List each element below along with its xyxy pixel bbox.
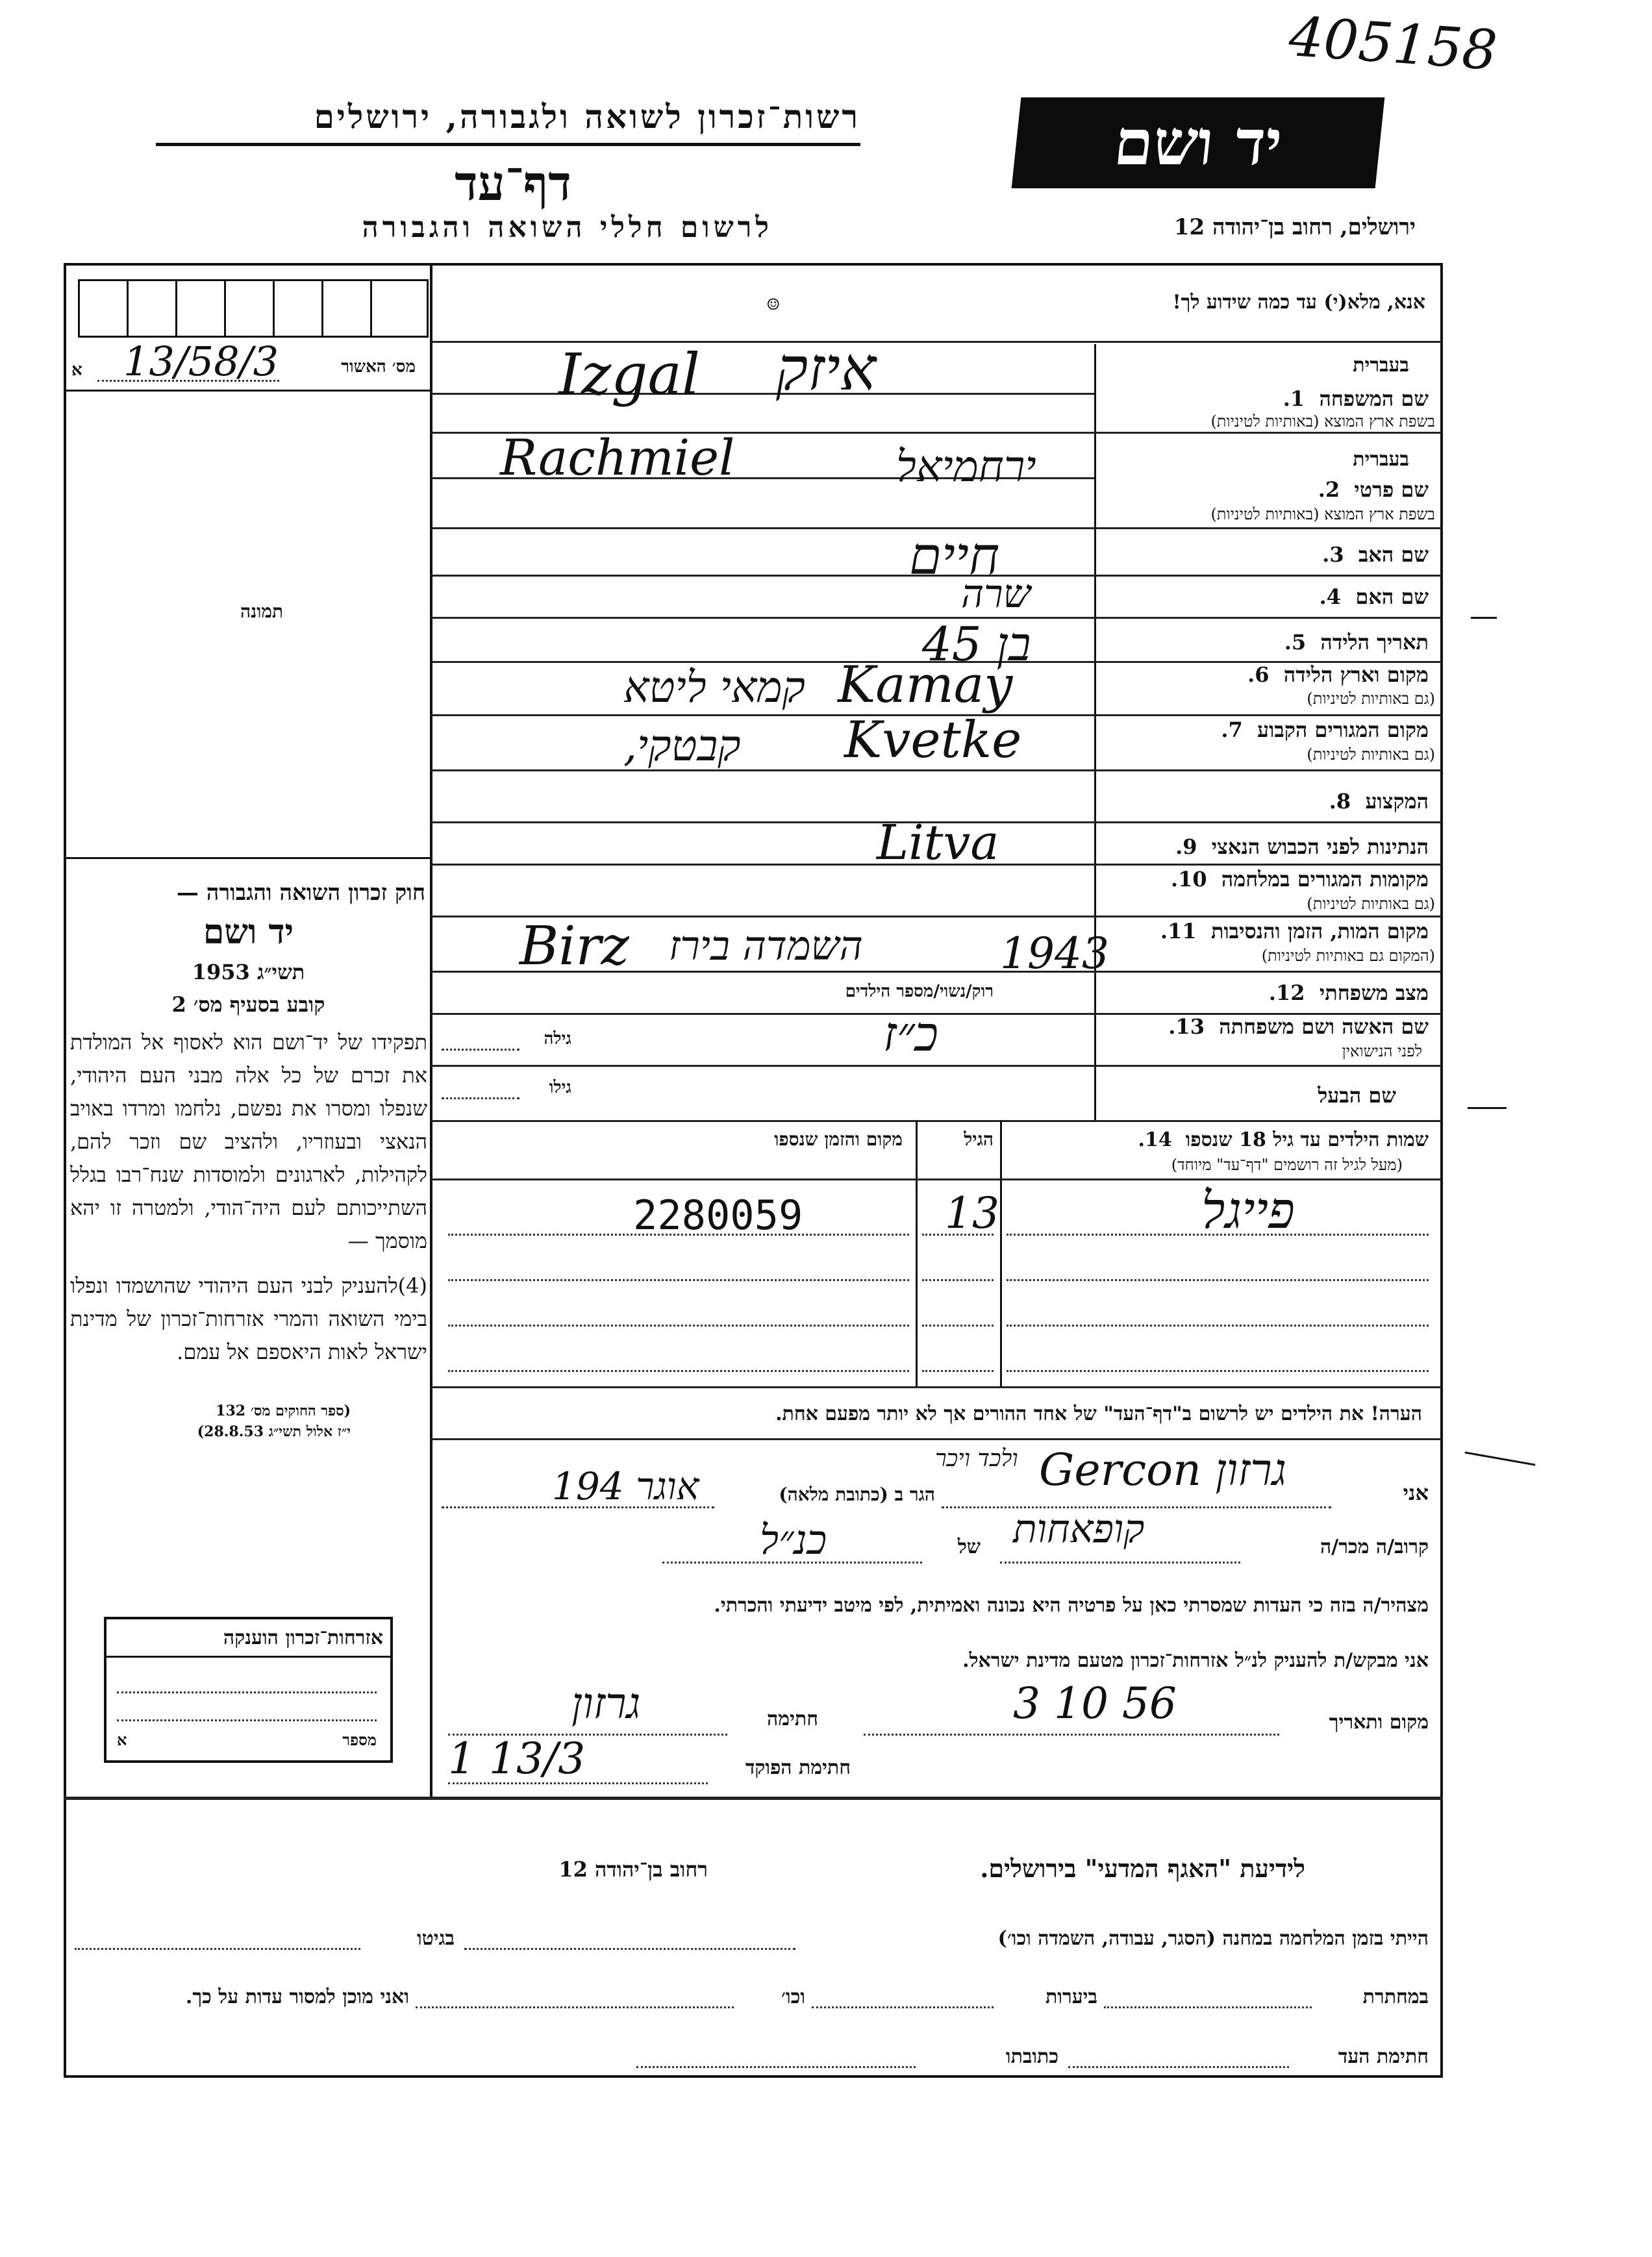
field-1-num: 1. [1283, 386, 1305, 411]
declaration-relative-label: קרוב/ה מכר/ה [1320, 1536, 1429, 1558]
law-ref-2: י״ז אלול תשי״ג 28.8.53) [197, 1423, 351, 1440]
footer-line1-b: בגיטו [416, 1927, 455, 1950]
declaration-i-label: אני [1403, 1480, 1429, 1505]
field-7-label: מקום המגורים הקבוע [1257, 717, 1429, 742]
field-husband-label: שם הבעל [1318, 1083, 1396, 1108]
field-6-value-he: קמאי ליטא [623, 662, 805, 712]
law-year: תשי״ג 1953 [192, 960, 305, 984]
field-11-value-lat: Birz [519, 916, 629, 977]
field-2-hebrew-tag: בעברית [1353, 448, 1409, 471]
form-title: דף־עד [455, 156, 571, 212]
field-13-sub: לפני הנישואין [1342, 1042, 1422, 1060]
field-1-value-lat: Izgal [558, 341, 701, 408]
children-age-header: הגיל [964, 1128, 994, 1150]
law-title: חוק זכרון השואה והגבורה — [176, 880, 425, 906]
field-husband-age-label: גילו [549, 1078, 571, 1097]
field-1-sub: בשפת ארץ המוצא (באותיות לטיניות) [1210, 412, 1435, 430]
field-12-label: מצב משפחתי [1319, 980, 1429, 1005]
field-5-label: תאריך הלידה [1320, 630, 1429, 655]
footer-line2-a: במחתרת [1362, 1986, 1429, 2008]
footer-line2-b: ביערות [1045, 1986, 1097, 2008]
field-2-value-he: ירחמיאל [896, 442, 1036, 492]
field-6-value-lat: Kamay [838, 656, 1013, 714]
field-10-sub: (גם באותיות לטיניות) [1307, 895, 1435, 913]
archive-number: 405158 [1286, 4, 1499, 83]
field-9-value: Litva [877, 815, 999, 871]
declaration-of: כנ״ל [760, 1516, 827, 1564]
field-8-num: 8. [1329, 789, 1351, 814]
citizenship-title: אזרחות־זכרון הוענקה [223, 1627, 383, 1649]
field-7-num: 7. [1221, 717, 1243, 742]
field-6-num: 6. [1247, 662, 1270, 687]
children-label: שמות הילדים עד גיל 18 שנספו [1185, 1128, 1429, 1151]
field-4-label: שם האם [1355, 584, 1429, 609]
citizenship-number-label: מספר [342, 1730, 377, 1749]
authority-title: רשות־זכרון לשואה ולגבורה, ירושלים [314, 97, 860, 136]
field-13-num: 13. [1168, 1014, 1205, 1039]
children-num: 14. [1138, 1128, 1172, 1151]
child-1-age: 13 [945, 1188, 999, 1238]
child-1-place: 2280059 [633, 1191, 803, 1239]
field-5-num: 5. [1284, 630, 1307, 655]
declaration-request: אני מבקש/ת להעניק לנ״ל אזרחות־זכרון מטעם מדינת ישראל. [962, 1649, 1429, 1672]
field-13-value: כ״ז [883, 1006, 938, 1062]
field-7-sub: (גם באותיות לטיניות) [1307, 745, 1435, 764]
field-5-value: בן 45 [922, 617, 1031, 671]
approval-label: מס׳ האשור [341, 357, 416, 377]
child-1-name: פייגל [1201, 1182, 1295, 1240]
citizenship-number-prefix: א [117, 1730, 127, 1749]
field-10-num: 10. [1170, 867, 1207, 892]
officer-signature: 1 13/3 [448, 1734, 586, 1784]
field-1-label: שם המשפחה [1319, 386, 1429, 411]
signature-label: חתימה [767, 1708, 818, 1730]
law-ref-1: (ספר החוקים מס׳ 132 [216, 1403, 351, 1419]
field-2-num: 2. [1318, 477, 1340, 502]
declaration-name-extra: ולכד ויכר [935, 1445, 1018, 1472]
footer-line2-c: וכו׳ [781, 1986, 805, 2008]
field-9-label: הנתינות לפני הכבוש הנאצי [1211, 834, 1429, 859]
field-9-num: 9. [1175, 834, 1197, 859]
note: הערה! את הילדים יש לרשום ב"דף־העד" של אחד ההורים אך לא יותר מפעם אחת. [775, 1403, 1422, 1425]
place-date-label: מקום ותאריך [1329, 1711, 1429, 1734]
field-6-sub: (גם באותיות לטיניות) [1307, 690, 1435, 708]
approval-number: 13/58/3 [123, 338, 279, 385]
children-sub: (מעל לגיל זה רושמים "דף־עד" מיוחד) [1171, 1156, 1403, 1174]
declaration-relative: קופאחות [1013, 1506, 1145, 1552]
law-text: תפקידו של יד־ושם הוא לאסוף אל המולדת את זכרם של כל אלה מבני העם היהודי, שנפלו ומסרו את נפשם, נלחמו ומרדו באויב הנאצי ובעוזריו, ולהציב שם וזכר להם, לקהילות, לארגונים ולמוסדות שנח־רבו בגלל השתייכותם לעם היה־הודי, ולמטרה זו יהא מוסמך — [70, 1030, 427, 1253]
place-date: 3 10 56 [1013, 1678, 1177, 1728]
field-2-value-lat: Rachmiel [500, 429, 735, 486]
field-11-value-he: השמדה בירז [669, 922, 863, 969]
children-place-header: מקום והזמן שנספו [774, 1128, 903, 1150]
approval-grid [78, 279, 429, 338]
field-2-sub: בשפת ארץ המוצא (באותיות לטיניות) [1210, 505, 1435, 523]
declaration-of-label: של [957, 1536, 981, 1558]
field-7-value-lat: Kvetke [844, 711, 1022, 769]
declaration-name: Gercon גרזון [1039, 1445, 1287, 1496]
declaration-statement: מצהיר/ה בזה כי העדות שמסרתי כאן על פרטיה היא נכונה ואמיתית, לפי מיטב ידיעתי והכרתי. [714, 1594, 1429, 1617]
yad-vashem-logo [1012, 97, 1385, 188]
field-3-label: שם האב [1358, 542, 1429, 567]
photo-label: תמונה [240, 601, 284, 622]
field-12-value: רוק/נשוי/מספר הילדים [845, 982, 994, 1001]
approval-prefix: א [71, 360, 82, 380]
address: ירושלים, רחוב בן־יהודה 12 [1173, 214, 1416, 240]
field-12-num: 12. [1268, 980, 1305, 1005]
field-1-value-he: איזק [776, 334, 877, 404]
field-11-sub: (המקום גם באותיות לטיניות) [1261, 947, 1435, 965]
logo-text: יד ושם [1110, 106, 1286, 179]
law-section: קובע בסעיף מס׳ 2 [171, 992, 325, 1017]
footer-line2-d: ואני מוכן למסור עדות על כך. [185, 1986, 409, 2008]
declaration-address: 194 אוגר [552, 1464, 699, 1508]
field-3-value: חיים [909, 526, 1000, 586]
footer-address: רחוב בן־יהודה 12 [558, 1857, 708, 1882]
header-underline [156, 143, 860, 146]
field-13-label: שם האשה ושם משפחתה [1219, 1014, 1429, 1039]
declaration-lives-label: הגר ב (כתובת מלאה) [779, 1484, 935, 1505]
left-panel-divider [430, 263, 432, 1797]
footer-line1-a: הייתי בזמן המלחמה במחנה (הסגר, עבודה, השמדה וכו׳) [997, 1927, 1429, 1950]
field-10-label: מקומות המגורים במלחמה [1221, 867, 1429, 892]
field-2-label: שם פרטי [1354, 477, 1429, 502]
field-13-age-label: גילה [544, 1029, 571, 1049]
field-6-label: מקום וארץ הלידה [1283, 662, 1429, 687]
field-11-num: 11. [1160, 919, 1197, 943]
label-column-divider [1094, 344, 1096, 1120]
law-text-2: (4)להעניק לבני העם היהודי שהושמדו ונפלו בימי השואה והמרי אזרחות־זכרון של מדינת ישראל לאות היאספם אל עמם. [70, 1273, 427, 1364]
field-8-label: המקצוע [1365, 789, 1429, 814]
field-3-num: 3. [1322, 542, 1344, 567]
signature: גרזון [571, 1678, 641, 1728]
officer-label: חתימת הפוקד [745, 1756, 851, 1779]
notice: אנא, מלא(י) עד כמה שידוע לך! [1172, 291, 1425, 314]
field-1-hebrew-tag: בעברית [1353, 354, 1409, 377]
form-subtitle: לרשום חללי השואה והגבורה [362, 211, 773, 244]
footer-line3-a: חתימת העד [1338, 2045, 1429, 2068]
law-name: יד ושם [203, 912, 294, 952]
field-11-value-year: 1943 [1000, 929, 1109, 979]
field-11-label: מקום המות, הזמן והנסיבות [1210, 919, 1429, 943]
field-4-num: 4. [1319, 584, 1342, 609]
field-4-value: שרה [961, 571, 1031, 617]
footer-line3-b: כתובתו [1005, 2045, 1058, 2068]
field-7-value-he: קבטקי, [623, 721, 741, 771]
footer-title: לידיעת "האגף המדעי" בירושלים. [980, 1854, 1305, 1883]
